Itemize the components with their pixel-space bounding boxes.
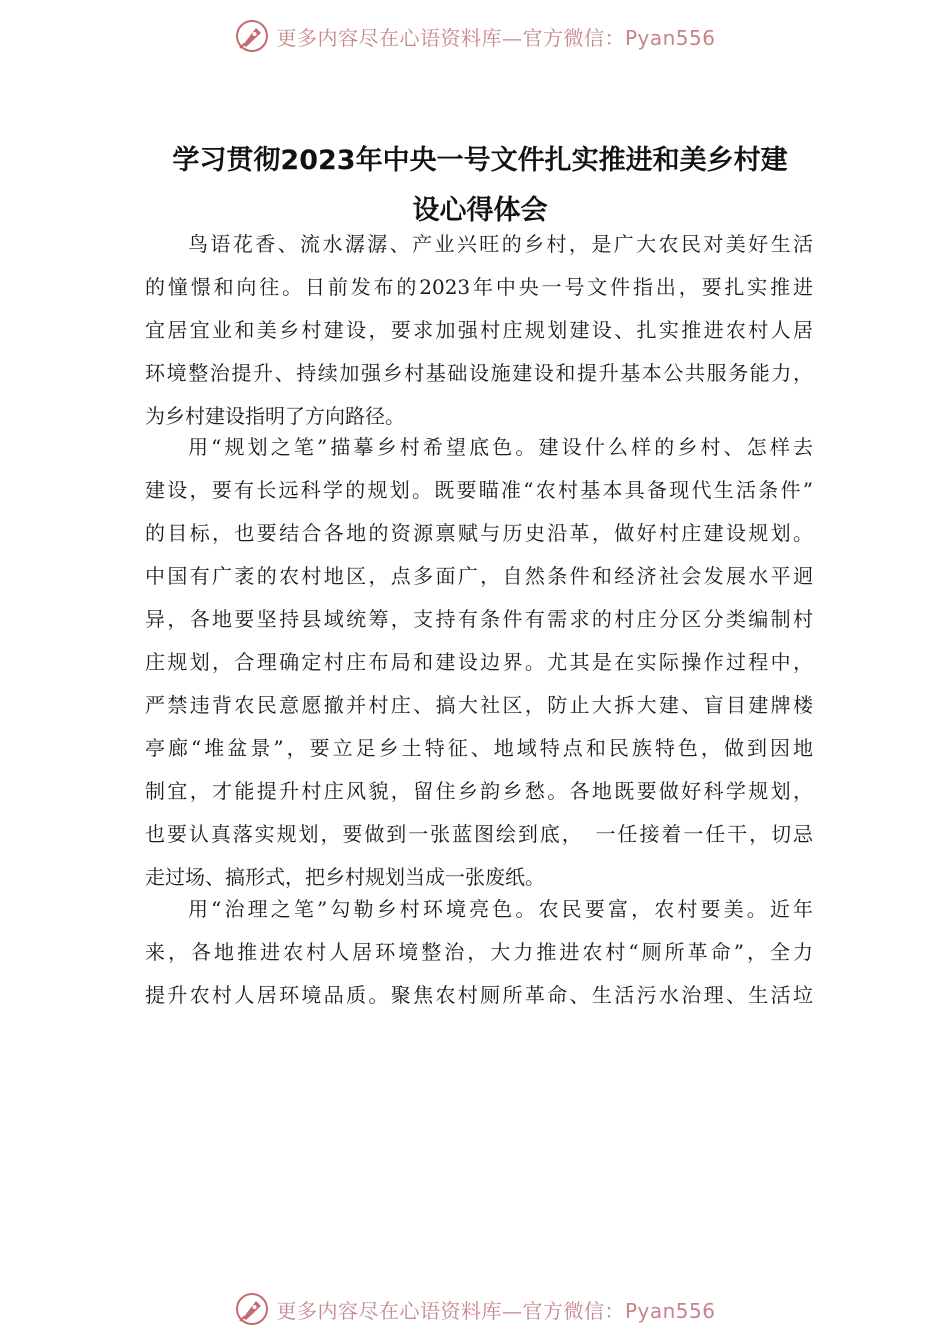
body-line: 为乡村建设指明了方向路径。 [145,404,405,428]
body-line: 的目标，也要结合各地的资源禀赋与历史沿革，做好村庄建设规划。 [145,521,813,545]
body-line: 鸟语花香、流水潺潺、产业兴旺的乡村，是广大农民对美好生活 [188,232,813,256]
body-line: 严禁违背农民意愿撤并村庄、搞大社区，防止大拆大建、盲目建牌楼 [145,693,813,717]
watermark-text: 更多内容尽在心语资料库—官方微信：Pyan556 [276,25,716,50]
body-line: 制宜，才能提升村庄风貌，留住乡韵乡愁。各地既要做好科学规划， [145,779,813,803]
body-line: 的憧憬和向往。日前发布的2023年中央一号文件指出，要扎实推进 [145,275,813,299]
body-line: 异，各地要坚持县域统筹，支持有条件有需求的村庄分区分类编制村 [145,607,813,631]
pen-nib-logo-icon [234,18,270,54]
body-line: 来，各地推进农村人居环境整治，大力推进农村“厕所革命”，全力 [145,940,813,964]
body-line: 环境整治提升、持续加强乡村基础设施建设和提升基本公共服务能力， [145,361,813,385]
body-line: 中国有广袤的农村地区，点多面广，自然条件和经济社会发展水平迥 [145,564,813,588]
body-line: 用“治理之笔”勾勒乡村环境亮色。农民要富，农村要美。近年 [188,897,813,921]
body-line: 亭廊“堆盆景”，要立足乡土特征、地域特点和民族特色，做到因地 [145,736,813,760]
title-line: 设心得体会 [412,195,548,226]
body-line: 提升农村人居环境品质。聚焦农村厕所革命、生活污水治理、生活垃 [145,983,813,1007]
watermark-text: 更多内容尽在心语资料库—官方微信：Pyan556 [276,1298,716,1323]
body-line: 建设，要有长远科学的规划。既要瞄准“农村基本具备现代生活条件” [145,478,813,502]
body-line: 宜居宜业和美乡村建设，要求加强村庄规划建设、扎实推进农村人居 [145,318,813,342]
title-line: 学习贯彻2023年中央一号文件扎实推进和美乡村建 [172,145,788,176]
pen-nib-logo-icon [234,1291,270,1327]
watermark-banner-bottom [0,1289,950,1329]
body-line: 庄规划，合理确定村庄布局和建设边界。尤其是在实际操作过程中， [145,650,813,674]
body-line: 用“规划之笔”描摹乡村希望底色。建设什么样的乡村、怎样去 [188,435,813,459]
document-title [145,136,815,236]
body-line: 走过场、搞形式，把乡村规划当成一张废纸。 [145,865,545,889]
body-line: 也要认真落实规划，要做到一张蓝图绘到底， 一任接着一任干，切忌 [145,822,813,846]
watermark-banner-top [0,16,950,56]
